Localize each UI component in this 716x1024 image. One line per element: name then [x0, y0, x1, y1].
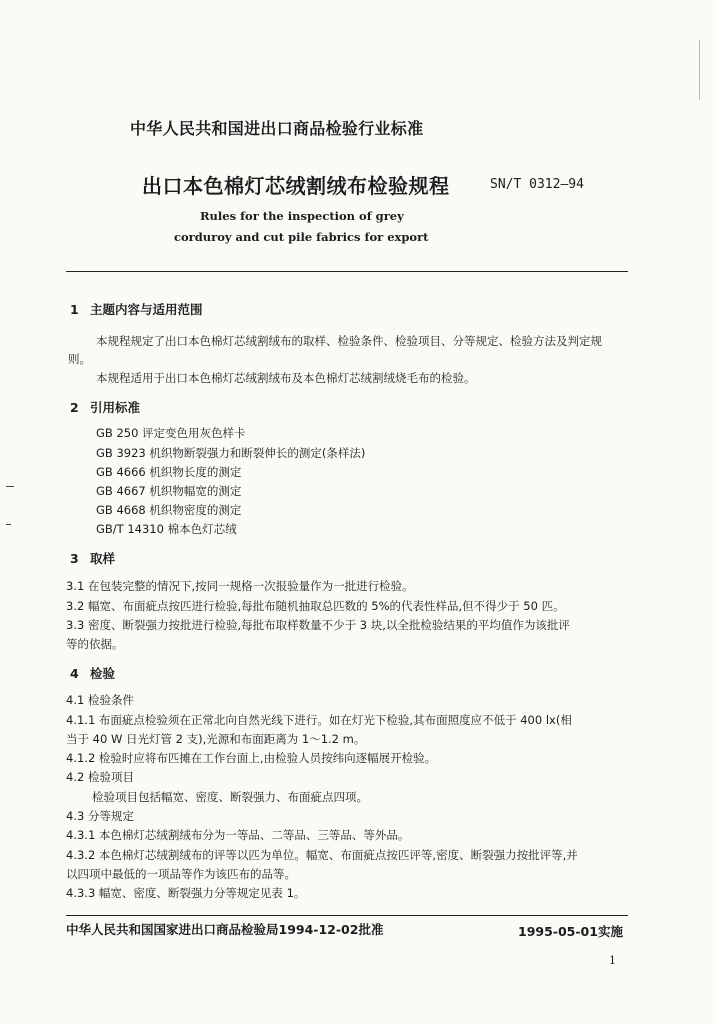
clause-4-2-text: 检验项目包括幅宽、密度、断裂强力、布面疵点四项。 [92, 790, 368, 804]
reference-standard-item: GB/T 14310 棉本色灯芯绒 [96, 522, 237, 536]
clause-3-2: 3.2 幅宽、布面疵点按匹进行检验,每批布随机抽取总匹数的 5%的代表性样品,但不得少于 50 匹。 [66, 599, 565, 613]
clause-3-1: 3.1 在包装完整的情况下,按同一规格一次报验量作为一批进行检验。 [66, 579, 414, 593]
clause-4-3-1: 4.3.1 本色棉灯芯绒割绒布分为一等品、二等品、三等品、等外品。 [66, 828, 410, 842]
section-4-number: 4 [70, 666, 79, 681]
standard-organization: 中华人民共和国进出口商品检验行业标准 [130, 119, 424, 138]
clause-4-2: 4.2 检验项目 [66, 770, 134, 784]
clause-4-3-3: 4.3.3 幅宽、密度、断裂强力分等规定见表 1。 [66, 886, 306, 900]
scan-speck [6, 486, 14, 487]
section-2-heading [70, 398, 140, 416]
reference-standard-item: GB 4667 机织物幅宽的测定 [96, 484, 242, 498]
section-1-paragraph-1-line-2: 则。 [68, 352, 91, 366]
section-4-heading [70, 664, 115, 682]
scan-speck [6, 524, 11, 525]
reference-standard-item: GB 3923 机织物断裂强力和断裂伸长的测定(条样法) [96, 446, 366, 460]
document-title: 出口本色棉灯芯绒割绒布检验规程 [142, 174, 450, 198]
section-4-title: 检验 [90, 666, 116, 681]
clause-4-1-1-line-2: 当于 40 W 日光灯管 2 支),光源和布面距离为 1～1.2 m。 [66, 732, 366, 746]
header-divider [66, 271, 628, 272]
section-3-title: 取样 [90, 551, 116, 566]
scan-edge-line [699, 40, 700, 100]
section-3-heading [70, 549, 115, 567]
clause-3-3-line-2: 等的依据。 [66, 637, 124, 651]
reference-standard-item: GB 4666 机织物长度的测定 [96, 465, 242, 479]
clause-4-1: 4.1 检验条件 [66, 693, 134, 707]
clause-4-3-2-line-1: 4.3.2 本色棉灯芯绒割绒布的评等以匹为单位。幅宽、布面疵点按匹评等,密度、断裂强力按批评等,并 [66, 848, 578, 862]
clause-4-1-2: 4.1.2 检验时应将布匹摊在工作台面上,由检验人员按纬向逐幅展开检验。 [66, 751, 437, 765]
reference-standard-item: GB 250 评定变色用灰色样卡 [96, 426, 246, 440]
standard-code: SN/T 0312—94 [490, 177, 584, 192]
english-title-line-1: Rules for the inspection of grey [200, 209, 404, 223]
section-1-title: 主题内容与适用范围 [90, 302, 203, 317]
reference-standard-item: GB 4668 机织物密度的测定 [96, 503, 242, 517]
section-1-heading [70, 300, 203, 318]
section-1-paragraph-1-line-1: 本规程规定了出口本色棉灯芯绒割绒布的取样、检验条件、检验项目、分等规定、检验方法及判定规 [96, 334, 602, 348]
clause-4-3-2-line-2: 以四项中最低的一项品等作为该匹布的品等。 [66, 867, 296, 881]
clause-3-3-line-1: 3.3 密度、断裂强力按批进行检验,每批布取样数量不少于 3 块,以全批检验结果的平均值作为该批评 [66, 618, 570, 632]
footer-divider [66, 915, 628, 916]
implementation-date: 1995-05-01实施 [518, 924, 623, 939]
section-1-paragraph-2: 本规程适用于出口本色棉灯芯绒割绒布及本色棉灯芯绒割绒烧毛布的检验。 [96, 371, 476, 385]
section-2-title: 引用标准 [90, 400, 141, 415]
approval-statement: 中华人民共和国国家进出口商品检验局1994-12-02批准 [66, 922, 384, 937]
page-number: 1 [609, 954, 616, 967]
clause-4-3: 4.3 分等规定 [66, 809, 134, 823]
clause-4-1-1-line-1: 4.1.1 布面疵点检验须在正常北向自然光线下进行。如在灯光下检验,其布面照度应不低于 400 lx(相 [66, 713, 572, 727]
section-2-number: 2 [70, 400, 79, 415]
section-1-number: 1 [70, 302, 79, 317]
section-3-number: 3 [70, 551, 79, 566]
english-title-line-2: corduroy and cut pile fabrics for export [174, 230, 429, 244]
